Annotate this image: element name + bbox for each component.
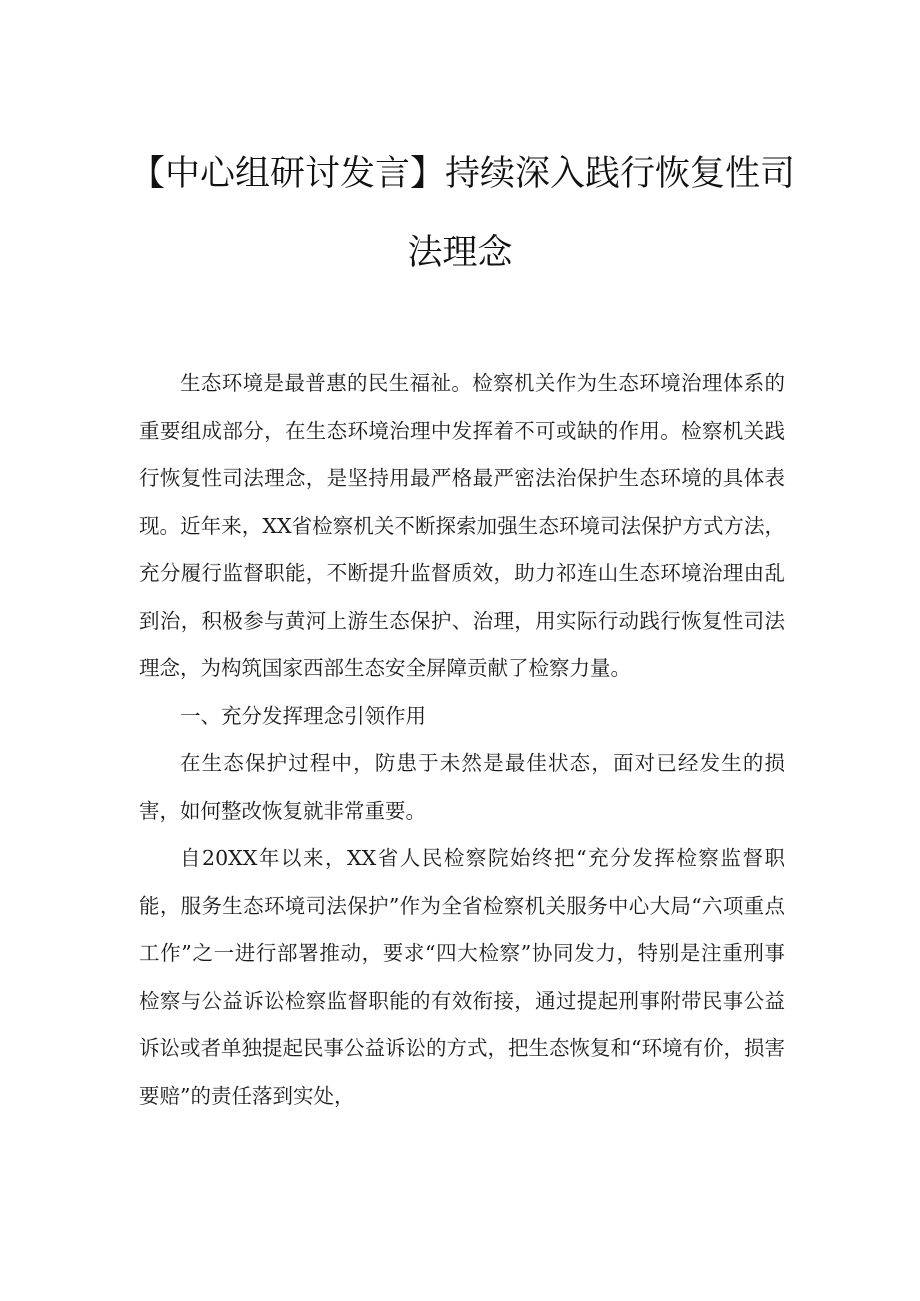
section-heading-1: 一、充分发挥理念引领作用 <box>180 703 426 728</box>
paragraph-since-20xx: 自20XX年以来，XX省人民检察院始终把“充分发挥检察监督职能，服务生态环境司法保护”作为全省检察机关服务中心大局“六项重点工作”之一进行部署推动，要求“四大检察”协同发力，特别是注重刑事检察与公益诉讼检察监督职能的有效衔接，通过提起刑事附带民事公益诉讼或者单独提起民事公益诉讼的方式，把生态恢复和“环境有价，损害要赔”的责任落到实处， <box>139 846 785 1108</box>
paragraph-intro: 生态环境是最普惠的民生福祉。检察机关作为生态环境治理体系的重要组成部分，在生态环境治理中发挥着不可或缺的作用。检察机关践行恢复性司法理念，是坚持用最严格最严密法治保护生态环境的具体表现。近年来，XX省检察机关不断探索加强生态环境司法保护方式方法，充分履行监督职能，不断提升监督质效，助力祁连山生态环境治理由乱到治，积极参与黄河上游生态保护、治理，用实际行动践行恢复性司法理念，为构筑国家西部生态安全屏障贡献了检察力量。 <box>139 371 785 680</box>
document-title-line-2: 法理念 <box>407 233 513 273</box>
paragraph-prevention: 在生态保护过程中，防患于未然是最佳状态，面对已经发生的损害，如何整改恢复就非常重要。 <box>139 751 785 823</box>
document-body <box>139 360 785 1120</box>
document-title-line-1: 【中心组研讨发言】持续深入践行恢复性司 <box>130 154 796 194</box>
